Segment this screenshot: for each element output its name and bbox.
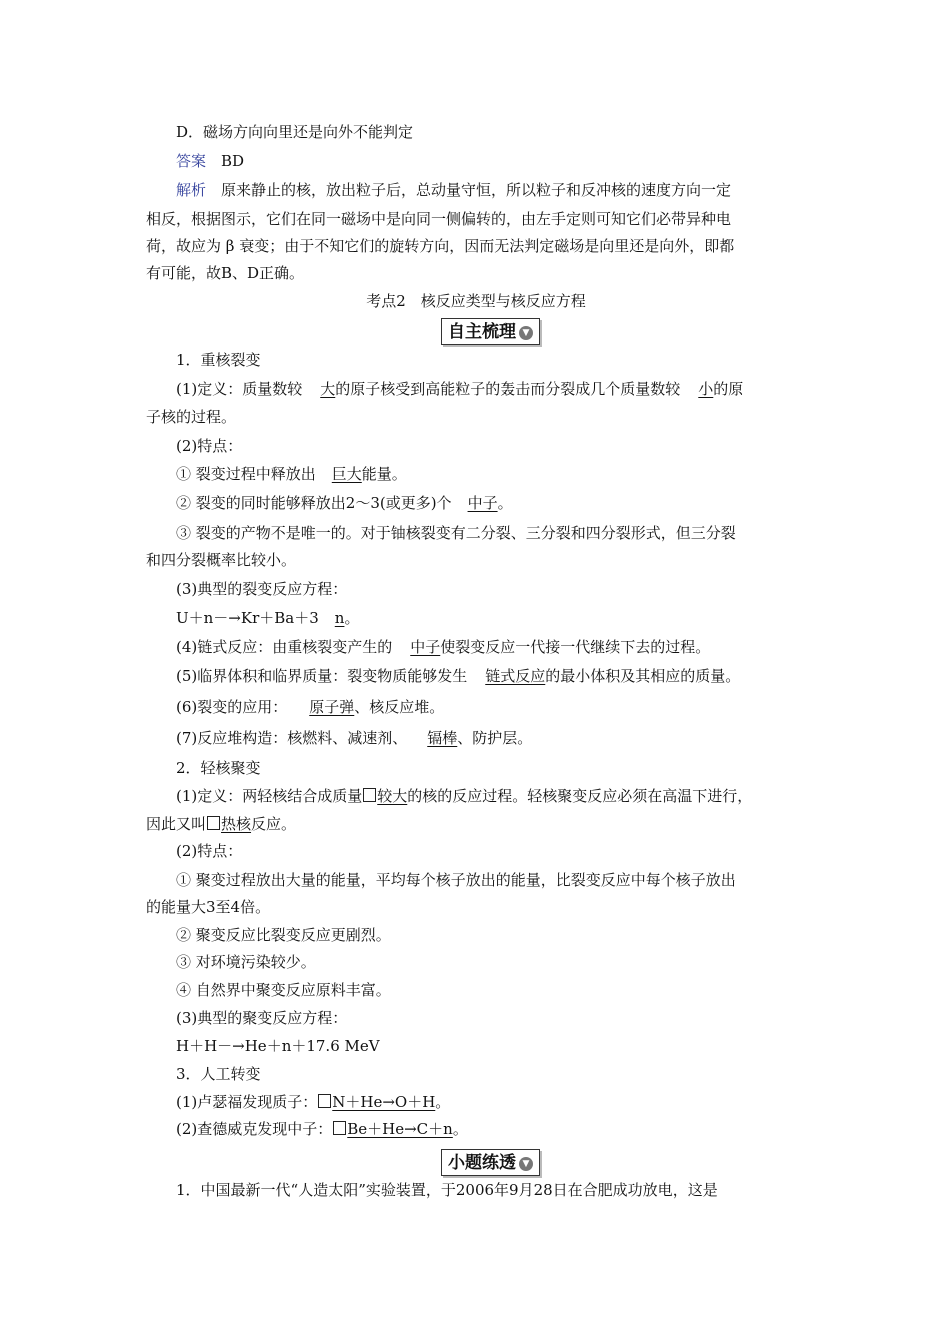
chadwick-end: 。 bbox=[452, 1120, 468, 1138]
fission-def-text-a: (1)定义：质量数较 bbox=[176, 380, 303, 398]
option-d: D．磁场方向向里还是向外不能判定 bbox=[176, 123, 414, 141]
fission-feature-1 bbox=[176, 464, 407, 484]
reactor-blank: 镉棒 bbox=[427, 729, 458, 747]
fusion-feature-4: ④ 自然界中聚变反应原料丰富。 bbox=[176, 981, 391, 999]
chadwick-blank: Be＋He→C＋n bbox=[347, 1120, 453, 1138]
fusion-def-blank-2: 热核 bbox=[221, 815, 252, 833]
fusion-title: 2．轻核聚变 bbox=[176, 759, 261, 777]
fission-eq-end: 。 bbox=[344, 609, 360, 627]
chain-reaction bbox=[176, 637, 710, 657]
critical-text-a: (5)临界体积和临界质量：裂变物质能够发生 bbox=[176, 667, 468, 685]
badge-self-study-label: 自主梳理 bbox=[448, 322, 516, 342]
fusion-def-text-d: 因此又叫 bbox=[146, 815, 207, 833]
fusion-def-text-f: 反应。 bbox=[251, 815, 297, 833]
analysis-label: 解析 bbox=[176, 181, 207, 199]
chain-blank: 中子 bbox=[410, 638, 441, 656]
chain-text-a: (4)链式反应：由重核裂变产生的 bbox=[176, 638, 393, 656]
fission-feature-3-cont: 和四分裂概率比较小。 bbox=[146, 551, 297, 569]
section-title: 考点2 核反应类型与核反应方程 bbox=[366, 292, 586, 310]
fusion-features-title: (2)特点： bbox=[176, 842, 243, 860]
fusion-def-text-c: 的核的反应过程。轻核聚变反应必须在高温下进行， bbox=[407, 787, 753, 805]
answer-value: BD bbox=[221, 152, 245, 170]
critical-mass bbox=[176, 666, 740, 686]
fusion-feature-1-cont: 的能量大3至4倍。 bbox=[146, 898, 271, 916]
fission-definition bbox=[176, 379, 743, 399]
fission-def-blank-2: 小 bbox=[698, 380, 714, 398]
blank-box-icon bbox=[363, 788, 376, 802]
fission-equation bbox=[176, 608, 359, 628]
blank-box-icon bbox=[333, 1121, 346, 1135]
fusion-def-text-a: (1)定义：两轻核结合成质量 bbox=[176, 787, 363, 805]
analysis-text-1: 原来静止的核，放出粒子后，总动量守恒，所以粒子和反冲核的速度方向一定 bbox=[221, 181, 732, 199]
app-blank: 原子弹 bbox=[309, 698, 355, 716]
reactor-text-c: 、防护层。 bbox=[457, 729, 533, 747]
fission-f1-end: 能量。 bbox=[361, 465, 407, 483]
artificial-title: 3．人工转变 bbox=[176, 1065, 261, 1083]
fusion-definition-cont bbox=[146, 814, 296, 834]
critical-text-c: 的最小体积及其相应的质量。 bbox=[545, 667, 741, 685]
fission-equation-title: (3)典型的裂变反应方程： bbox=[176, 580, 348, 598]
chadwick-text: (2)查德威克发现中子： bbox=[176, 1120, 333, 1138]
fission-features-title: (2)特点： bbox=[176, 437, 243, 455]
fusion-equation: H＋H－→He＋n＋17.6 MeV bbox=[176, 1037, 380, 1055]
fusion-feature-3: ③ 对环境污染较少。 bbox=[176, 953, 316, 971]
fission-feature-3: ③ 裂变的产物不是唯一的。对于铀核裂变有二分裂、三分裂和四分裂形式，但三分裂 bbox=[176, 524, 736, 542]
blank-box-icon bbox=[207, 816, 220, 830]
badge-practice bbox=[441, 1149, 540, 1176]
blank-box-icon bbox=[318, 1094, 331, 1108]
chain-text-c: 使裂变反应一代接一代继续下去的过程。 bbox=[440, 638, 711, 656]
badge-self-study bbox=[441, 318, 540, 345]
app-text-a: (6)裂变的应用： bbox=[176, 698, 288, 716]
fission-def-text-c: 的原子核受到高能粒子的轰击而分裂成几个质量数较 bbox=[335, 380, 681, 398]
rutherford-end: 。 bbox=[435, 1093, 451, 1111]
app-text-c: 、核反应堆。 bbox=[354, 698, 445, 716]
fission-f1-text: ① 裂变过程中释放出 bbox=[176, 465, 316, 483]
fusion-feature-1: ① 聚变过程放出大量的能量，平均每个核子放出的能量，比裂变反应中每个核子放出 bbox=[176, 871, 736, 889]
fission-def-text-d: 的原 bbox=[713, 380, 744, 398]
critical-blank: 链式反应 bbox=[485, 667, 546, 685]
fission-eq-blank: n bbox=[334, 609, 345, 627]
analysis-line-2: 相反，根据图示，它们在同一磁场中是向同一侧偏转的，由左手定则可知它们必带异种电 bbox=[146, 210, 732, 228]
fission-title: 1．重核裂变 bbox=[176, 351, 261, 369]
reactor-text-a: (7)反应堆构造：核燃料、减速剂、 bbox=[176, 729, 408, 747]
fusion-equation-title: (3)典型的聚变反应方程： bbox=[176, 1009, 348, 1027]
question-1: 1．中国最新一代“人造太阳”实验装置，于2006年9月28日在合肥成功放电，这是 bbox=[176, 1181, 718, 1199]
analysis-line-3: 荷，故应为 β 衰变；由于不知它们的旋转方向，因而无法判定磁场是向里还是向外，即都 bbox=[146, 237, 735, 255]
fission-applications bbox=[176, 697, 444, 717]
rutherford-line bbox=[176, 1092, 450, 1112]
fission-f1-blank: 巨大 bbox=[331, 465, 362, 483]
chadwick-line bbox=[176, 1119, 468, 1139]
fission-definition-cont: 子核的过程。 bbox=[146, 408, 237, 426]
answer-label: 答案 bbox=[176, 152, 207, 170]
chevron-down-icon: ▼ bbox=[519, 1157, 533, 1171]
analysis-line-1 bbox=[176, 180, 731, 200]
fusion-feature-2: ② 聚变反应比裂变反应更剧烈。 bbox=[176, 926, 391, 944]
badge-practice-label: 小题练透 bbox=[448, 1153, 516, 1173]
fission-f2-text: ② 裂变的同时能够释放出2～3(或更多)个 bbox=[176, 494, 452, 512]
fusion-definition bbox=[176, 786, 752, 806]
fission-feature-2 bbox=[176, 493, 513, 513]
fission-eq-text: U＋n－→Kr＋Ba＋3 bbox=[176, 609, 319, 627]
reactor-structure bbox=[176, 728, 532, 748]
rutherford-text: (1)卢瑟福发现质子： bbox=[176, 1093, 318, 1111]
fission-f2-blank: 中子 bbox=[467, 494, 498, 512]
fission-def-blank-1: 大 bbox=[320, 380, 336, 398]
analysis-line-4: 有可能，故B、D正确。 bbox=[146, 264, 305, 282]
answer-line bbox=[176, 151, 244, 171]
chevron-down-icon: ▼ bbox=[519, 326, 533, 340]
fission-f2-end: 。 bbox=[497, 494, 513, 512]
rutherford-blank: N＋He→O＋H bbox=[332, 1093, 436, 1111]
fusion-def-blank: 较大 bbox=[377, 787, 408, 805]
